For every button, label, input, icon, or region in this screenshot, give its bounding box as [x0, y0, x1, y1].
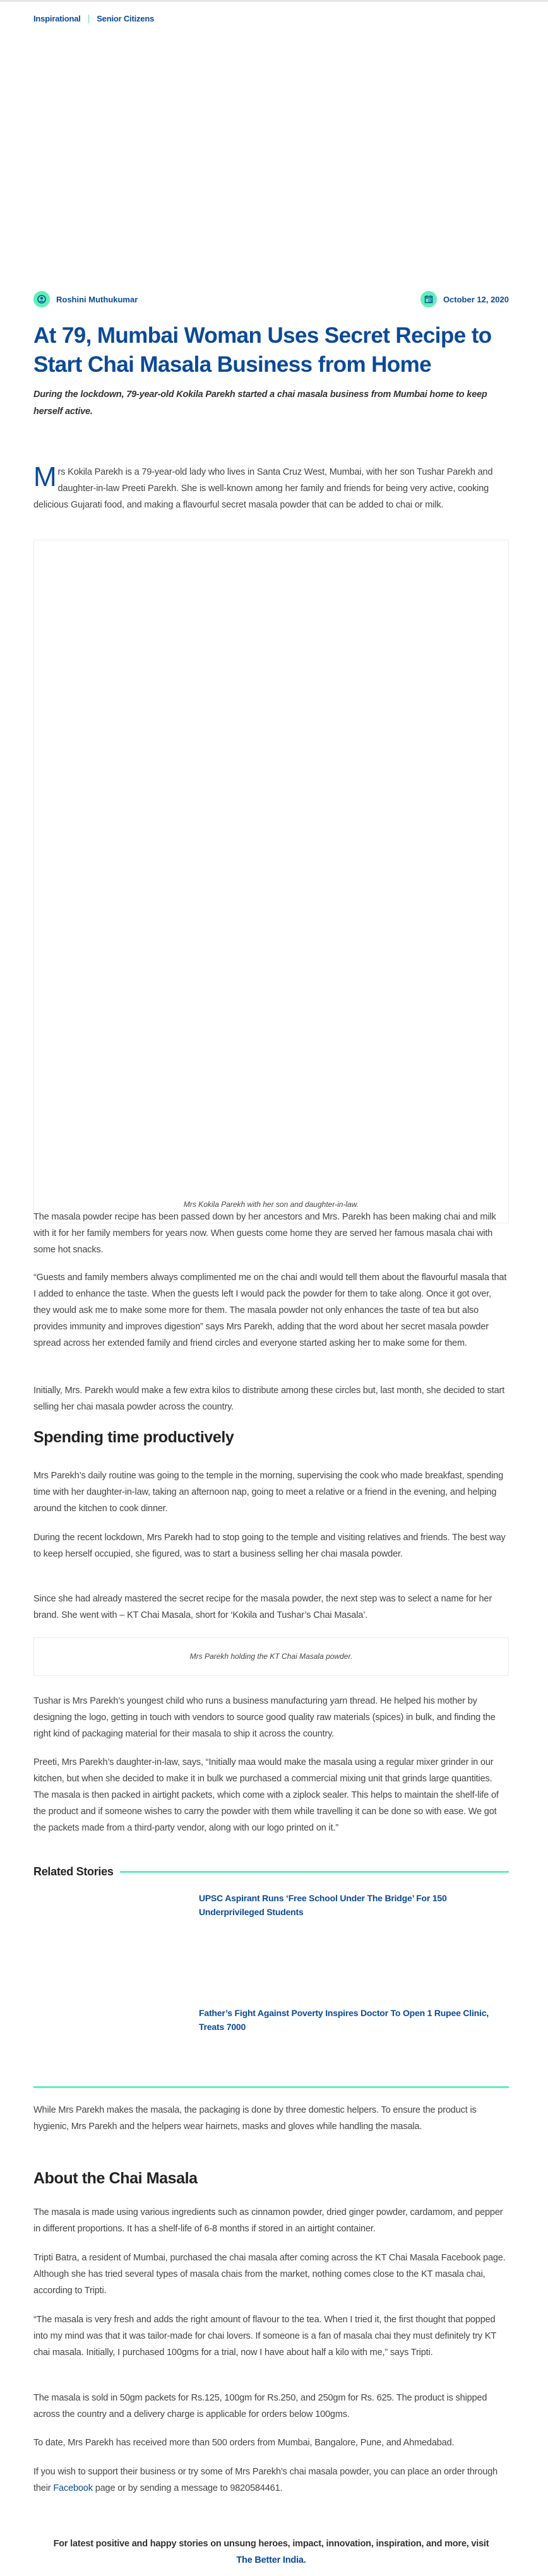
intro-text: rs Kokila Parekh is a 79-year-old lady who lives in Santa Cruz West, Mumbai, with her son Tushar Parekh and daughter-in-law Preeti Parekh. She is well-known among her family and friends for being very active, cooking delicious Gujarati food, and making a flavourful secret masala powder that can be added to chai or milk. — [33, 467, 493, 510]
breadcrumb-inspirational[interactable]: Inspirational — [33, 14, 81, 23]
paragraph: During the recent lockdown, Mrs Parekh had to stop going to the temple and visiting relatives and friends. The best way to keep herself occupied, she figured, was to start a business selling her chai masala powder. — [33, 1533, 506, 1559]
related-stories-title: Related Stories — [33, 1865, 114, 1878]
article-meta — [33, 291, 509, 307]
paragraph: While Mrs Parekh makes the masala, the packaging is done by three domestic helpers. To ensure the product is hygienic, Mrs Parekh and the helpers wear hairnets, masks and gloves while handling the masala. — [33, 2105, 477, 2132]
user-icon — [33, 291, 50, 307]
accent-line — [120, 1871, 509, 1873]
author-name[interactable]: Roshini Muthukumar — [56, 294, 138, 304]
figure-caption: Mrs Parekh holding the KT Chai Masala powder. — [189, 1652, 353, 1661]
facebook-link[interactable]: Facebook — [53, 2483, 93, 2493]
footer-note — [33, 2536, 509, 2568]
related-stories — [33, 1865, 509, 2032]
paragraph: Initially, Mrs. Parekh would make a few extra kilos to distribute among these circles but, last month, she decided to start selling her chai masala powder across the country. — [33, 1386, 505, 1412]
paragraph: The masala is sold in 50gm packets for Rs.125, 100gm for Rs.250, and 250gm for Rs. 625. The product is shipped across the country and a delivery charge is applicable for orders below 100gms. — [33, 2393, 487, 2419]
footer-text: For latest positive and happy stories on unsung heroes, impact, innovation, inspiration, and more, visit — [53, 2539, 489, 2549]
related-stories-header — [33, 1865, 509, 1879]
related-thumbnail[interactable] — [33, 1886, 122, 1943]
paragraph: Mrs Parekh’s daily routine was going to the temple in the morning, supervising the cook who made breakfast, spending time with her daughter-in-law, taking an afternoon nap, going to meet a relative or a friend in the evening, and helping around the kitchen to cook dinner. — [33, 1471, 503, 1514]
intro-paragraph — [33, 461, 509, 513]
paragraph: The masala powder recipe has been passed down by her ancestors and Mrs. Parekh has been making chai and milk with it for her family members for years now. When guests come home they are served her famous masala chai with some hot snacks. — [33, 1212, 496, 1255]
contact-text: If you wish to support their business or try some of Mrs Parekh’s chai masala powder, you can place an order through their — [33, 2467, 498, 2493]
related-story-link[interactable]: UPSC Aspirant Runs ‘Free School Under The Bridge’ For 150 Underprivileged Students — [199, 1893, 447, 1917]
top-bar — [0, 0, 548, 2]
figure-caption: Mrs Kokila Parekh with her son and daughter-in-law. — [183, 1200, 359, 1209]
breadcrumb-separator — [88, 15, 90, 23]
author[interactable] — [33, 291, 138, 307]
section-divider — [33, 2086, 509, 2088]
drop-cap: M — [33, 461, 57, 492]
paragraph: Since she had already mastered the secret recipe for the masala powder, the next step was to select a name for her brand. She went with – KT Chai Masala, short for ‘Kokila and Tushar’s Chai Masala’. — [33, 1594, 492, 1620]
paragraph: “The masala is very fresh and adds the right amount of flavour to the tea. When I tried it, the first thought that popped into my mind was that it was tailor-made for chai lovers. If someone is a fan of masala chai they must definitely try KT chai masala. Initially, I purchased 100gms for a trial, now I have about half a kilo with me,” says Tripti. — [33, 2315, 496, 2358]
paragraph: Tushar is Mrs Parekh’s youngest child who runs a business manufacturing yarn thread. He helped his mother by designing the logo, getting in touch with vendors to source good quality raw materials (spices) in bulk, and finding the right kind of packaging material for their masala to ship it across the country. — [33, 1696, 496, 1739]
section-heading: Spending time productively — [33, 1428, 234, 1446]
paragraph: The masala is made using various ingredients such as cinnamon powder, dried ginger powder, cardamom, and pepper in different proportions. It has a shelf-life of 6-8 months if stored in an airtight container. — [33, 2207, 503, 2234]
article-title: At 79, Mumbai Woman Uses Secret Recipe to Start Chai Masala Business from Home — [33, 323, 492, 377]
paragraph: To date, Mrs Parekh has received more than 500 orders from Mumbai, Bangalore, Pune, and Ahmedabad. — [33, 2438, 455, 2448]
figure-family-photo — [33, 540, 509, 1223]
article-subtitle: During the lockdown, 79-year-old Kokila Parekh started a chai masala business from Mumbai home to keep herself active. — [33, 389, 487, 417]
figure-product-photo — [33, 1637, 509, 1676]
publish-date — [420, 291, 509, 307]
section-heading: About the Chai Masala — [33, 2169, 198, 2187]
related-thumbnail[interactable] — [33, 1954, 122, 2011]
breadcrumb-senior-citizens[interactable]: Senior Citizens — [97, 14, 155, 23]
breadcrumb — [33, 14, 509, 23]
related-story-link[interactable]: Father’s Fight Against Poverty Inspires Doctor To Open 1 Rupee Clinic, Treats 7000 — [199, 2008, 489, 2032]
contact-paragraph — [33, 2464, 509, 2496]
paragraph: Preeti, Mrs Parekh’s daughter-in-law, says, “Initially maa would make the masala using a regular mixer grinder in our kitchen, but when she decided to make it in bulk we purchased a commercial mixing unit that grinds large quantities. The masala is then packed in airtight packets, which come with a ziplock sealer. This helps to maintain the shelf-life of the product and if someone wishes to carry the powder with them while travelling it can be done so with ease. We got the packets made from a third-party vendor, along with our logo printed on it.” — [33, 1757, 499, 1833]
date-text: October 12, 2020 — [443, 294, 509, 304]
paragraph: Tripti Batra, a resident of Mumbai, purchased the chai masala after coming across the KT Chai Masala Facebook page. Although she has tried several types of masala chais from the market, nothing comes close to the KT masala chai, according to Tripti. — [33, 2253, 506, 2296]
paragraph: “Guests and family members always complimented me on the chai andI would tell them about the flavourful masala that I added to enhance the taste. When the guests left I would pack the powder for them to take along. Once it got over, they would ask me to make some more for them. The masala powder not only enhances the taste of tea but also provides immunity and improves digestion” says Mrs Parekh, adding that the word about her secret masala powder spread across her extended family and friend circles and everyone started asking her to make some for them. — [33, 1273, 507, 1348]
the-better-india-link[interactable]: The Better India. — [236, 2555, 306, 2565]
calendar-icon — [420, 291, 437, 307]
contact-text: page or by sending a message to 9820584461. — [92, 2483, 283, 2493]
